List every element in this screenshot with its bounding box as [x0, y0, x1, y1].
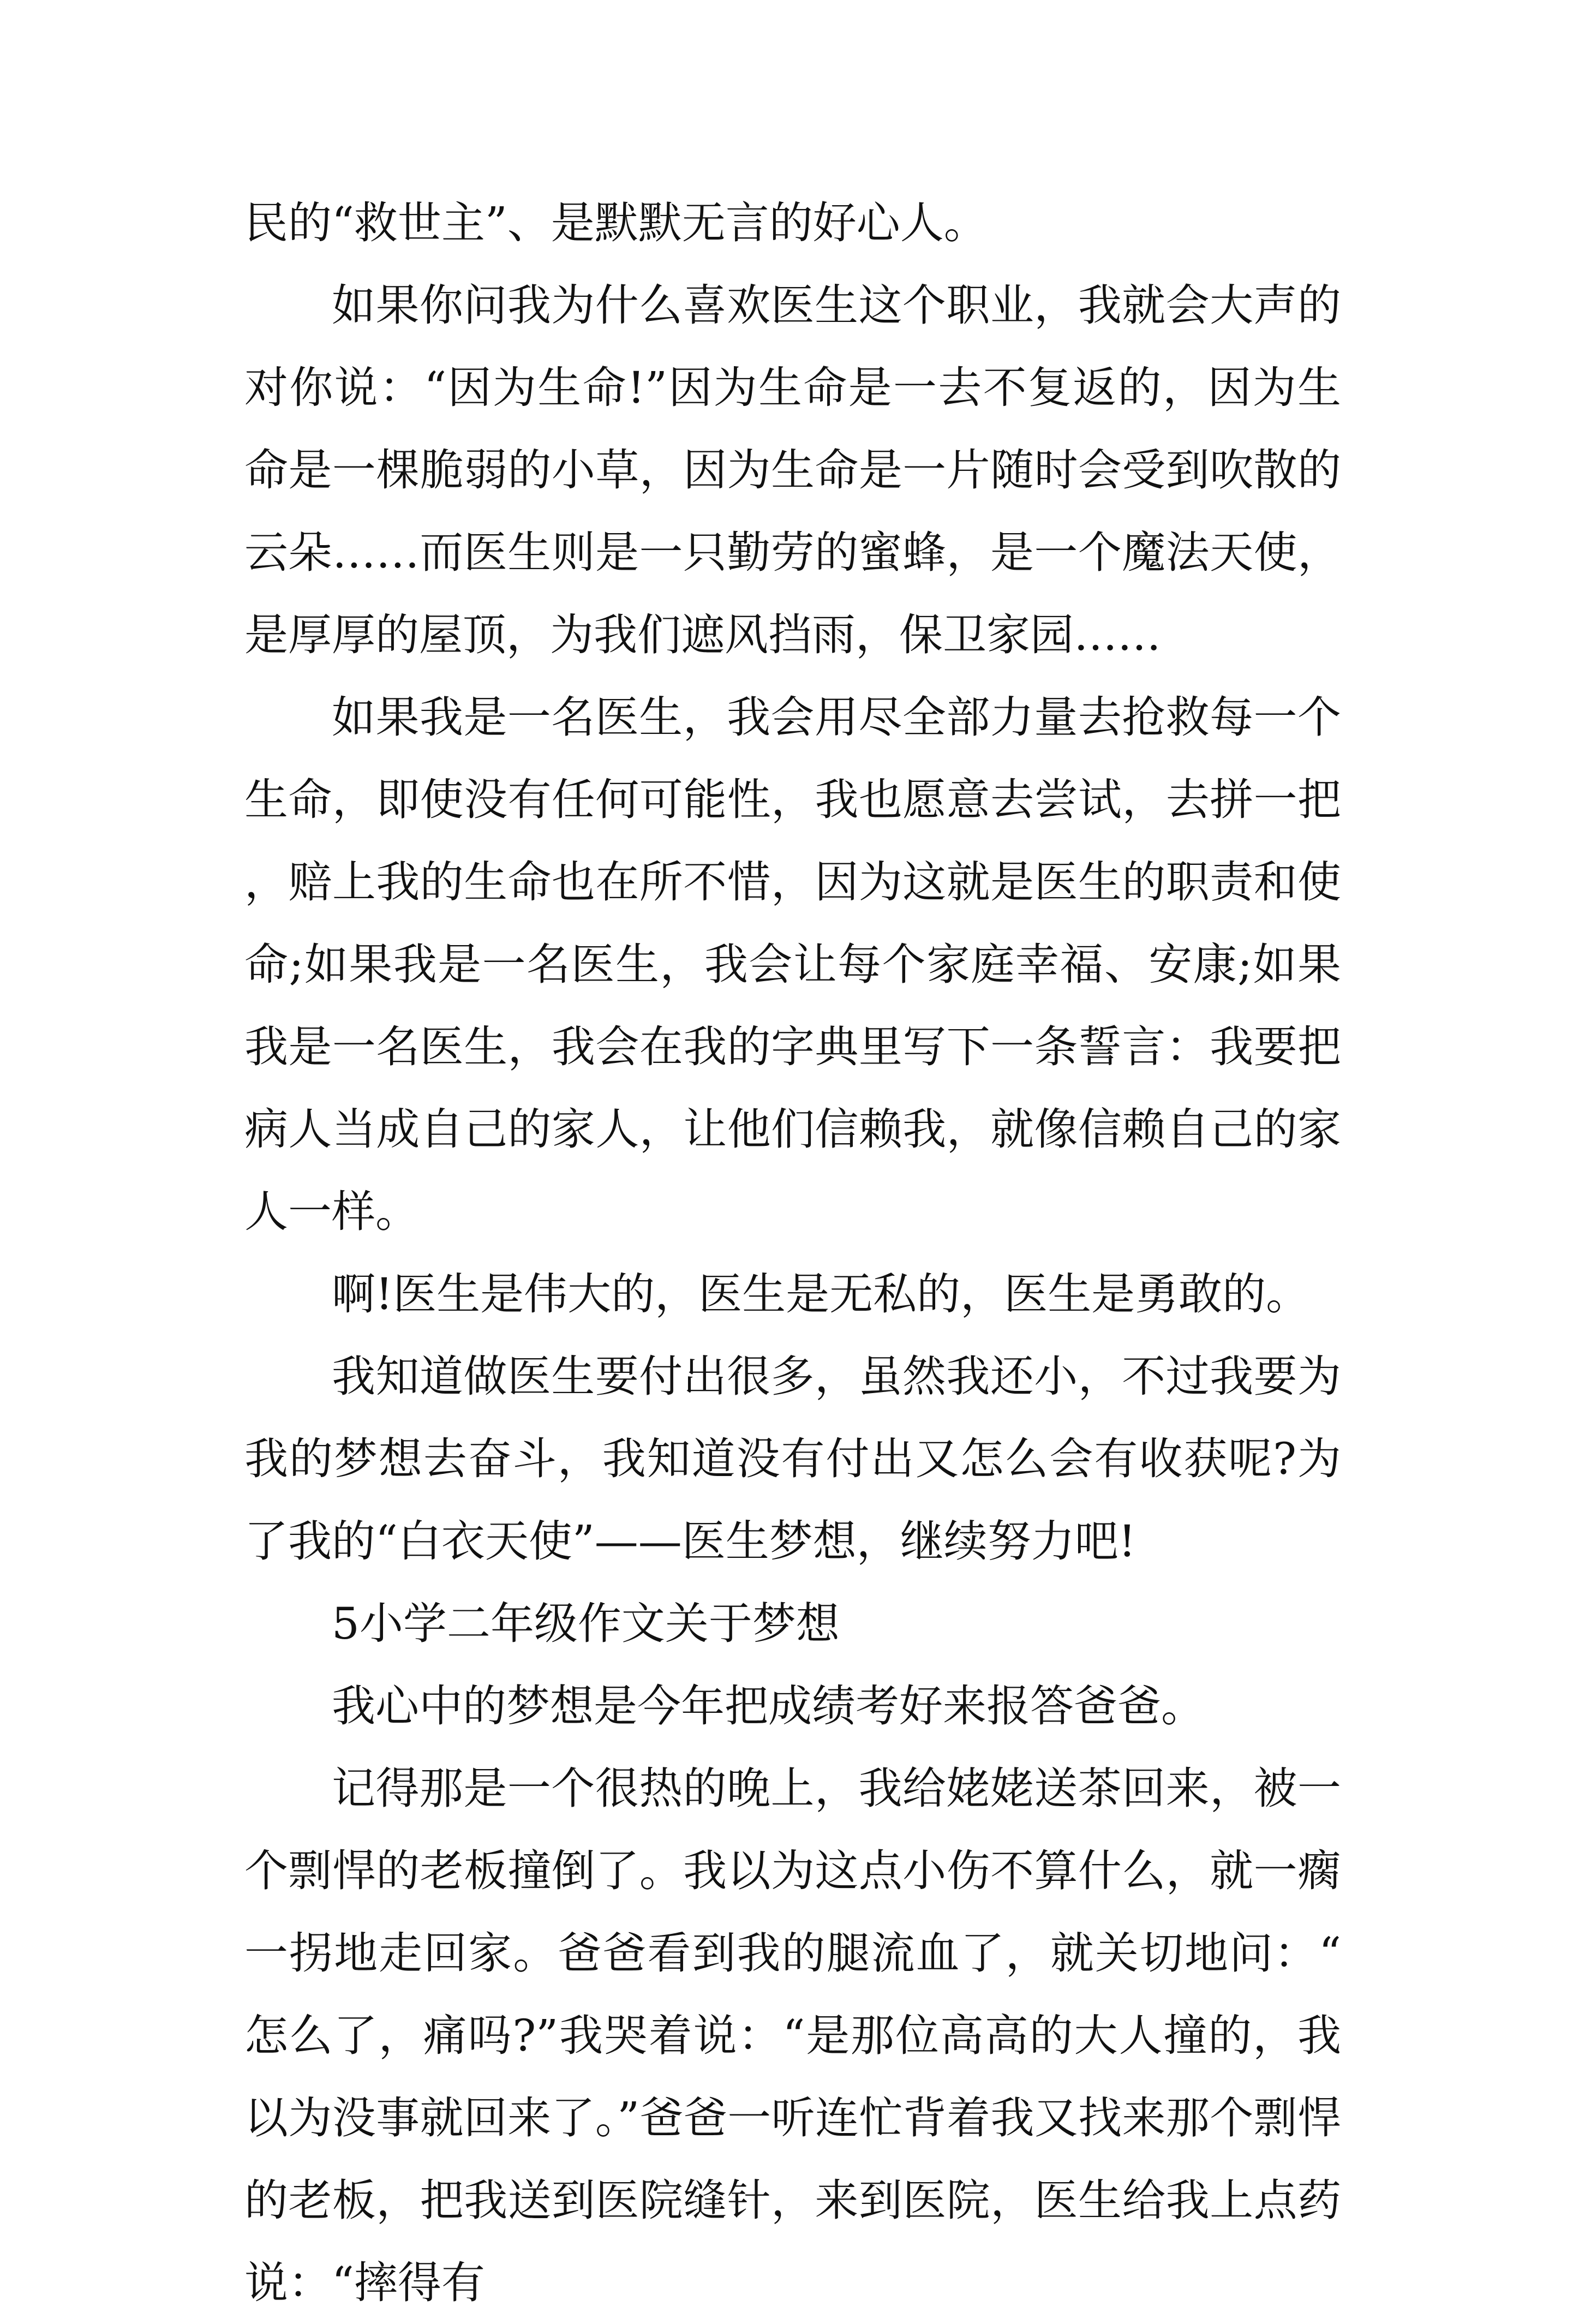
paragraph-5: 我知道做医生要付出很多，虽然我还小，不过我要为我的梦想去奋斗，我知道没有付出又怎么会有收获呢?为了我的“白衣天使”——医生梦想，继续努力吧! [244, 1351, 1341, 1567]
paragraph-4: 啊!医生是伟大的，医生是无私的，医生是勇敢的。 [332, 1269, 1310, 1319]
paragraph-1: 民的“救世主”、是默默无言的好心人。 [244, 198, 988, 248]
document-body [244, 182, 1341, 2324]
paragraph-8: 记得那是一个很热的晚上，我给姥姥送茶回来，被一个剽悍的老板撞倒了。我以为这点小伤不算什么，就一瘸一拐地走回家。爸爸看到我的腿流血了，就关切地问：“怎么了，痛吗?”我哭着说：“是那位高高的大人撞的，我以为没事就回来了。”爸爸一听连忙背着我又找来那个剽悍的老板，把我送到医院缝针，来到医院，医生给我上点药说：“摔得有 [244, 1763, 1341, 2308]
section-heading: 5小学二年级作文关于梦想 [332, 1598, 840, 1649]
paragraph-7: 我心中的梦想是今年把成绩考好来报答爸爸。 [332, 1681, 1205, 1731]
paragraph-3: 如果我是一名医生，我会用尽全部力量去抢救每一个生命，即使没有任何可能性，我也愿意去尝试，去拼一把，赔上我的生命也在所不惜，因为这就是医生的职责和使命;如果我是一名医生，我会让每个家庭幸福、安康;如果我是一名医生，我会在我的字典里写下一条誓言：我要把病人当成自己的家人，让他们信赖我，就像信赖自己的家人一样。 [244, 692, 1341, 1237]
paragraph-2: 如果你问我为什么喜欢医生这个职业，我就会大声的对你说：“因为生命!”因为生命是一去不复返的，因为生命是一棵脆弱的小草，因为生命是一片随时会受到吹散的云朵……而医生则是一只勤劳的蜜蜂，是一个魔法天使，是厚厚的屋顶，为我们遮风挡雨，保卫家园…… [244, 280, 1341, 660]
